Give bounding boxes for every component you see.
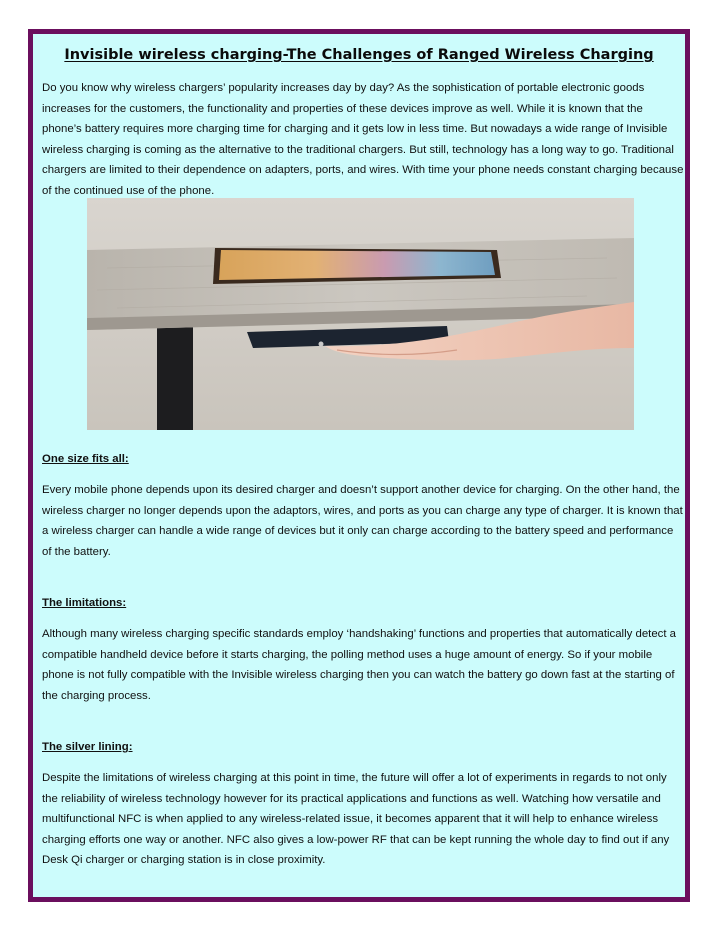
section-body-one-size: Every mobile phone depends upon its desired charger and doesn’t support another device for charging. On the other hand, the wireless charger no longer depends upon the adaptors, wires, and ports as you can charge any type of charger. It is known that a wireless charger can handle a wide range of devices but it only can charge according to the battery speed and performance of the battery. bbox=[42, 484, 683, 558]
article-title: Invisible wireless charging-The Challenges of Ranged Wireless Charging bbox=[64, 47, 654, 63]
section-heading-one-size: One size fits all: bbox=[42, 453, 129, 465]
section-heading-silver-lining: The silver lining: bbox=[42, 741, 133, 753]
section-body-limitations: Although many wireless charging specific standards employ ‘handshaking’ functions and properties that automatically detect a compatible handheld device before it starts charging, the polling method uses a huge amount of energy. So if your mobile phone is not fully compatible with the Invisible wireless charging then you can watch the battery go down fast at the starting of the charging process. bbox=[42, 628, 677, 702]
wireless-charging-photo bbox=[87, 198, 634, 430]
intro-paragraph: Do you know why wireless chargers’ popularity increases day by day? As the sophistication of portable electronic goods increases for the customers, the functionality and properties of these devices improve as well. While it is known that the phone’s battery requires more charging time for charging and it gets low in less time. But nowadays a wide range of Invisible wireless charging is coming as the alternative to the traditional chargers. But still, technology has a long way to go. Traditional chargers are limited to their dependence on adapters, ports, and wires. With time your phone needs constant charging because of the continued use of the phone. bbox=[42, 82, 684, 197]
section-heading-limitations: The limitations: bbox=[42, 597, 127, 609]
section-body-silver-lining: Despite the limitations of wireless charging at this point in time, the future will offer a lot of experiments in regards to not only the reliability of wireless technology however for its practical applications and functions as well. Watching how versatile and multifunctional NFC is when applied to any wireless-related issue, it becomes apparent that it will help to enhance wireless charging efforts one way or another. NFC also gives a low-power RF that can be kept running the whole day to find out if any Desk Qi charger or charging station is in close proximity. bbox=[42, 772, 670, 866]
document-page bbox=[28, 29, 690, 902]
